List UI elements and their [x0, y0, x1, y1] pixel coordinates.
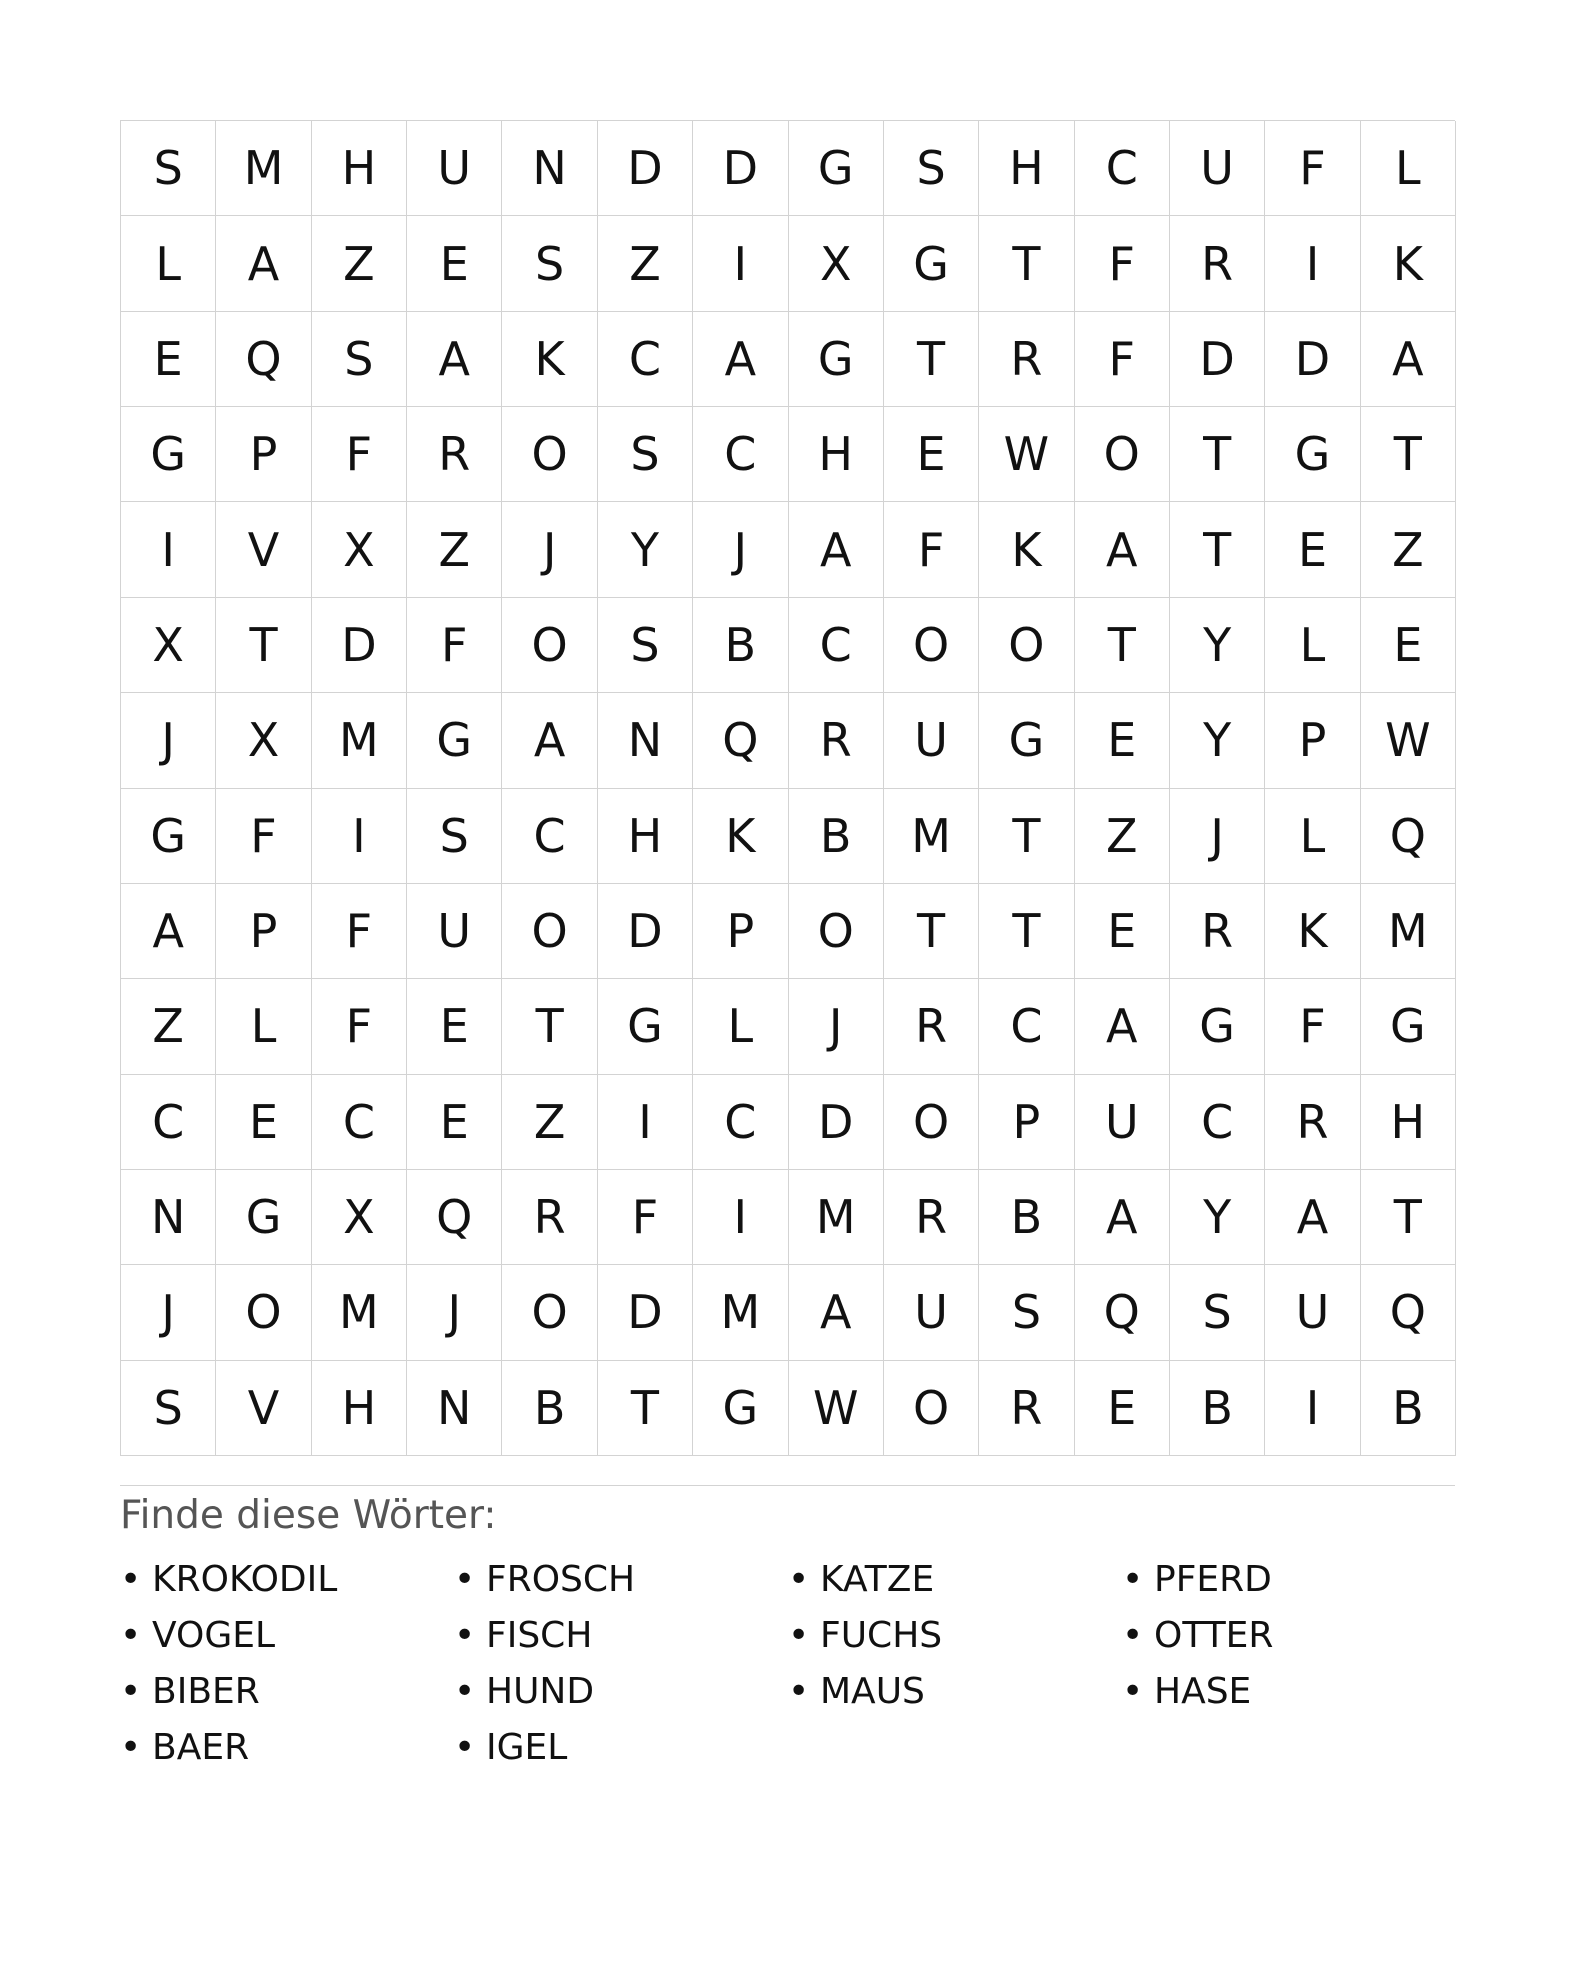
grid-cell[interactable]: Z: [1075, 789, 1170, 884]
word-label: VOGEL: [152, 1615, 276, 1657]
grid-cell[interactable]: P: [1265, 693, 1360, 788]
grid-cell[interactable]: F: [598, 1170, 693, 1265]
word-label: FISCH: [486, 1615, 593, 1657]
grid-cell[interactable]: H: [789, 407, 884, 502]
grid-cell[interactable]: B: [1170, 1361, 1265, 1456]
word-label: FROSCH: [486, 1559, 636, 1601]
grid-cell[interactable]: T: [979, 789, 1074, 884]
grid-cell[interactable]: L: [1265, 789, 1360, 884]
grid-cell[interactable]: U: [1265, 1265, 1360, 1360]
bullet-icon: •: [454, 1615, 476, 1657]
grid-cell[interactable]: M: [1361, 884, 1456, 979]
grid-cell[interactable]: L: [693, 979, 788, 1074]
grid-cell[interactable]: D: [1170, 312, 1265, 407]
grid-cell[interactable]: X: [216, 693, 311, 788]
grid-cell[interactable]: R: [789, 693, 884, 788]
grid-cell[interactable]: U: [1170, 121, 1265, 216]
word-label: OTTER: [1154, 1615, 1274, 1657]
grid-cell[interactable]: H: [979, 121, 1074, 216]
grid-cell[interactable]: Z: [407, 502, 502, 597]
grid-cell[interactable]: F: [216, 789, 311, 884]
grid-cell[interactable]: T: [598, 1361, 693, 1456]
grid-cell[interactable]: X: [121, 598, 216, 693]
word-list-item: [120, 1608, 454, 1664]
grid-cell[interactable]: Q: [1361, 1265, 1456, 1360]
word-label: HASE: [1154, 1671, 1252, 1713]
word-label: IGEL: [486, 1727, 568, 1769]
grid-cell[interactable]: H: [1361, 1075, 1456, 1170]
grid-cell[interactable]: Z: [502, 1075, 597, 1170]
grid-cell[interactable]: L: [216, 979, 311, 1074]
word-list-item: [788, 1608, 1122, 1664]
grid-cell[interactable]: B: [979, 1170, 1074, 1265]
grid-cell[interactable]: R: [884, 979, 979, 1074]
word-list-item: [1122, 1552, 1456, 1608]
grid-cell[interactable]: G: [121, 789, 216, 884]
grid-cell[interactable]: Q: [1361, 789, 1456, 884]
grid-cell[interactable]: L: [121, 216, 216, 311]
grid-cell[interactable]: C: [693, 1075, 788, 1170]
grid-cell[interactable]: O: [789, 884, 884, 979]
grid-cell[interactable]: H: [312, 1361, 407, 1456]
grid-cell[interactable]: S: [598, 598, 693, 693]
grid-cell[interactable]: C: [1170, 1075, 1265, 1170]
bullet-icon: •: [788, 1671, 810, 1713]
word-list-item: [454, 1552, 788, 1608]
grid-cell[interactable]: A: [1361, 312, 1456, 407]
grid-cell[interactable]: F: [312, 884, 407, 979]
grid-cell[interactable]: O: [216, 1265, 311, 1360]
grid-cell[interactable]: G: [693, 1361, 788, 1456]
grid-cell[interactable]: Y: [598, 502, 693, 597]
word-list: [120, 1552, 1455, 1776]
word-list-item: [120, 1720, 454, 1776]
grid-cell[interactable]: C: [502, 789, 597, 884]
grid-cell[interactable]: B: [1361, 1361, 1456, 1456]
grid-cell[interactable]: D: [598, 884, 693, 979]
grid-cell[interactable]: I: [121, 502, 216, 597]
grid-cell[interactable]: C: [1075, 121, 1170, 216]
grid-cell[interactable]: S: [407, 789, 502, 884]
grid-cell[interactable]: F: [1265, 979, 1360, 1074]
bullet-icon: •: [1122, 1671, 1144, 1713]
word-label: PFERD: [1154, 1559, 1272, 1601]
word-list-item: [120, 1552, 454, 1608]
grid-cell[interactable]: J: [121, 693, 216, 788]
grid-cell[interactable]: Q: [407, 1170, 502, 1265]
bullet-icon: •: [120, 1727, 142, 1769]
grid-cell[interactable]: A: [1265, 1170, 1360, 1265]
grid-cell[interactable]: C: [598, 312, 693, 407]
grid-cell[interactable]: K: [979, 502, 1074, 597]
instructions-heading: Finde diese Wörter:: [120, 1493, 497, 1539]
grid-cell[interactable]: G: [407, 693, 502, 788]
grid-cell[interactable]: O: [884, 1075, 979, 1170]
bullet-icon: •: [1122, 1615, 1144, 1657]
grid-cell[interactable]: J: [693, 502, 788, 597]
grid-cell[interactable]: U: [1075, 1075, 1170, 1170]
grid-cell[interactable]: T: [1361, 1170, 1456, 1265]
grid-cell[interactable]: M: [216, 121, 311, 216]
grid-cell[interactable]: V: [216, 1361, 311, 1456]
grid-cell[interactable]: D: [312, 598, 407, 693]
grid-cell[interactable]: Q: [1075, 1265, 1170, 1360]
grid-cell[interactable]: N: [502, 121, 597, 216]
grid-cell[interactable]: S: [121, 121, 216, 216]
word-label: KATZE: [820, 1559, 935, 1601]
grid-cell[interactable]: A: [693, 312, 788, 407]
grid-cell[interactable]: E: [1075, 1361, 1170, 1456]
grid-cell[interactable]: R: [502, 1170, 597, 1265]
grid-cell[interactable]: T: [216, 598, 311, 693]
word-list-item: [788, 1552, 1122, 1608]
grid-cell[interactable]: A: [789, 502, 884, 597]
grid-cell[interactable]: J: [407, 1265, 502, 1360]
grid-cell[interactable]: A: [502, 693, 597, 788]
grid-cell[interactable]: T: [1170, 407, 1265, 502]
grid-cell[interactable]: W: [979, 407, 1074, 502]
grid-cell[interactable]: D: [693, 121, 788, 216]
grid-cell[interactable]: T: [884, 312, 979, 407]
grid-cell[interactable]: O: [1075, 407, 1170, 502]
grid-cell[interactable]: U: [884, 1265, 979, 1360]
grid-cell[interactable]: S: [1170, 1265, 1265, 1360]
grid-cell[interactable]: A: [789, 1265, 884, 1360]
grid-cell[interactable]: T: [884, 884, 979, 979]
grid-cell[interactable]: A: [1075, 502, 1170, 597]
grid-cell[interactable]: T: [979, 216, 1074, 311]
grid-cell[interactable]: S: [312, 312, 407, 407]
grid-cell[interactable]: Q: [216, 312, 311, 407]
grid-cell[interactable]: G: [598, 979, 693, 1074]
grid-cell[interactable]: I: [598, 1075, 693, 1170]
grid-cell[interactable]: N: [598, 693, 693, 788]
word-list-item: [454, 1664, 788, 1720]
grid-cell[interactable]: D: [789, 1075, 884, 1170]
grid-cell[interactable]: P: [693, 884, 788, 979]
grid-cell[interactable]: J: [1170, 789, 1265, 884]
letter-grid: [120, 120, 1455, 1456]
grid-cell[interactable]: F: [312, 407, 407, 502]
grid-cell[interactable]: I: [1265, 216, 1360, 311]
grid-cell[interactable]: F: [884, 502, 979, 597]
grid-cell[interactable]: C: [312, 1075, 407, 1170]
grid-cell[interactable]: E: [1265, 502, 1360, 597]
grid-cell[interactable]: K: [1265, 884, 1360, 979]
word-label: HUND: [486, 1671, 595, 1713]
grid-cell[interactable]: O: [502, 884, 597, 979]
grid-cell[interactable]: T: [1361, 407, 1456, 502]
grid-cell[interactable]: R: [884, 1170, 979, 1265]
grid-cell[interactable]: T: [1170, 502, 1265, 597]
grid-cell[interactable]: G: [1265, 407, 1360, 502]
grid-cell[interactable]: K: [502, 312, 597, 407]
grid-cell[interactable]: Q: [693, 693, 788, 788]
word-list-item: [454, 1720, 788, 1776]
bullet-icon: •: [120, 1559, 142, 1601]
grid-cell[interactable]: R: [979, 1361, 1074, 1456]
grid-cell[interactable]: I: [693, 1170, 788, 1265]
grid-cell[interactable]: E: [1075, 693, 1170, 788]
grid-cell[interactable]: Z: [312, 216, 407, 311]
grid-cell[interactable]: P: [216, 407, 311, 502]
grid-cell[interactable]: R: [979, 312, 1074, 407]
grid-cell[interactable]: A: [1075, 1170, 1170, 1265]
grid-cell[interactable]: B: [693, 598, 788, 693]
grid-cell[interactable]: Y: [1170, 598, 1265, 693]
grid-cell[interactable]: G: [789, 312, 884, 407]
grid-cell[interactable]: S: [121, 1361, 216, 1456]
grid-cell[interactable]: J: [121, 1265, 216, 1360]
bullet-icon: •: [788, 1559, 810, 1601]
grid-cell[interactable]: N: [407, 1361, 502, 1456]
grid-cell[interactable]: Y: [1170, 693, 1265, 788]
grid-cell[interactable]: F: [407, 598, 502, 693]
word-label: FUCHS: [820, 1615, 943, 1657]
grid-cell[interactable]: F: [1265, 121, 1360, 216]
divider: [120, 1485, 1455, 1486]
grid-cell[interactable]: N: [121, 1170, 216, 1265]
grid-cell[interactable]: S: [502, 216, 597, 311]
grid-cell[interactable]: D: [598, 121, 693, 216]
bullet-icon: •: [120, 1615, 142, 1657]
grid-cell[interactable]: M: [884, 789, 979, 884]
word-label: KROKODIL: [152, 1559, 338, 1601]
grid-cell[interactable]: C: [693, 407, 788, 502]
word-list-item: [788, 1664, 1122, 1720]
bullet-icon: •: [454, 1727, 476, 1769]
grid-cell[interactable]: U: [884, 693, 979, 788]
bullet-icon: •: [788, 1615, 810, 1657]
grid-cell[interactable]: G: [1170, 979, 1265, 1074]
grid-cell[interactable]: J: [789, 979, 884, 1074]
grid-cell[interactable]: K: [693, 789, 788, 884]
grid-cell[interactable]: G: [884, 216, 979, 311]
word-list-item: [454, 1608, 788, 1664]
grid-cell[interactable]: Z: [598, 216, 693, 311]
bullet-icon: •: [1122, 1559, 1144, 1601]
grid-cell[interactable]: H: [598, 789, 693, 884]
grid-cell[interactable]: Z: [1361, 502, 1456, 597]
grid-cell[interactable]: C: [979, 979, 1074, 1074]
grid-cell[interactable]: S: [979, 1265, 1074, 1360]
bullet-icon: •: [454, 1671, 476, 1713]
grid-cell[interactable]: X: [789, 216, 884, 311]
grid-cell[interactable]: O: [884, 598, 979, 693]
grid-cell[interactable]: W: [789, 1361, 884, 1456]
word-label: BIBER: [152, 1671, 260, 1713]
grid-cell[interactable]: R: [1170, 884, 1265, 979]
grid-cell[interactable]: A: [407, 312, 502, 407]
grid-cell[interactable]: I: [1265, 1361, 1360, 1456]
grid-cell[interactable]: A: [121, 884, 216, 979]
grid-cell[interactable]: L: [1265, 598, 1360, 693]
grid-cell[interactable]: T: [1075, 598, 1170, 693]
grid-cell[interactable]: O: [502, 1265, 597, 1360]
grid-cell[interactable]: I: [312, 789, 407, 884]
grid-cell[interactable]: J: [502, 502, 597, 597]
grid-cell[interactable]: R: [1265, 1075, 1360, 1170]
word-label: MAUS: [820, 1671, 925, 1713]
grid-cell[interactable]: D: [598, 1265, 693, 1360]
grid-cell[interactable]: M: [789, 1170, 884, 1265]
grid-cell[interactable]: O: [502, 598, 597, 693]
grid-cell[interactable]: G: [979, 693, 1074, 788]
grid-cell[interactable]: M: [312, 1265, 407, 1360]
grid-cell[interactable]: P: [979, 1075, 1074, 1170]
grid-cell[interactable]: E: [216, 1075, 311, 1170]
grid-cell[interactable]: E: [407, 1075, 502, 1170]
grid-cell[interactable]: P: [216, 884, 311, 979]
grid-cell[interactable]: O: [884, 1361, 979, 1456]
word-list-item: [120, 1664, 454, 1720]
word-list-item: [1122, 1664, 1456, 1720]
grid-cell[interactable]: X: [312, 502, 407, 597]
grid-cell[interactable]: E: [407, 979, 502, 1074]
grid-cell[interactable]: T: [979, 884, 1074, 979]
grid-cell[interactable]: Y: [1170, 1170, 1265, 1265]
grid-cell[interactable]: X: [312, 1170, 407, 1265]
grid-cell[interactable]: R: [1170, 216, 1265, 311]
grid-cell[interactable]: V: [216, 502, 311, 597]
grid-cell[interactable]: E: [1361, 598, 1456, 693]
grid-cell[interactable]: F: [312, 979, 407, 1074]
grid-cell[interactable]: E: [884, 407, 979, 502]
grid-cell[interactable]: A: [216, 216, 311, 311]
grid-cell[interactable]: H: [312, 121, 407, 216]
grid-cell[interactable]: E: [407, 216, 502, 311]
grid-cell[interactable]: S: [884, 121, 979, 216]
grid-cell[interactable]: E: [1075, 884, 1170, 979]
grid-cell[interactable]: D: [1265, 312, 1360, 407]
grid-cell[interactable]: B: [502, 1361, 597, 1456]
grid-cell[interactable]: G: [789, 121, 884, 216]
bullet-icon: •: [454, 1559, 476, 1601]
grid-cell[interactable]: A: [1075, 979, 1170, 1074]
grid-cell[interactable]: M: [312, 693, 407, 788]
grid-cell[interactable]: G: [216, 1170, 311, 1265]
word-label: BAER: [152, 1727, 250, 1769]
grid-cell[interactable]: L: [1361, 121, 1456, 216]
grid-cell[interactable]: S: [598, 407, 693, 502]
grid-cell[interactable]: O: [502, 407, 597, 502]
grid-cell[interactable]: E: [121, 312, 216, 407]
grid-cell[interactable]: K: [1361, 216, 1456, 311]
grid-cell[interactable]: C: [789, 598, 884, 693]
grid-cell[interactable]: T: [502, 979, 597, 1074]
grid-cell[interactable]: I: [693, 216, 788, 311]
grid-cell[interactable]: F: [1075, 216, 1170, 311]
grid-cell[interactable]: U: [407, 121, 502, 216]
grid-cell[interactable]: G: [121, 407, 216, 502]
word-search-puzzle: [120, 120, 1455, 1776]
bullet-icon: •: [120, 1671, 142, 1713]
grid-cell[interactable]: F: [1075, 312, 1170, 407]
grid-cell[interactable]: C: [121, 1075, 216, 1170]
grid-cell[interactable]: O: [979, 598, 1074, 693]
word-list-item: [1122, 1608, 1456, 1664]
grid-cell[interactable]: U: [407, 884, 502, 979]
grid-cell[interactable]: Z: [121, 979, 216, 1074]
grid-cell[interactable]: W: [1361, 693, 1456, 788]
grid-cell[interactable]: M: [693, 1265, 788, 1360]
grid-cell[interactable]: R: [407, 407, 502, 502]
grid-cell[interactable]: B: [789, 789, 884, 884]
grid-cell[interactable]: G: [1361, 979, 1456, 1074]
